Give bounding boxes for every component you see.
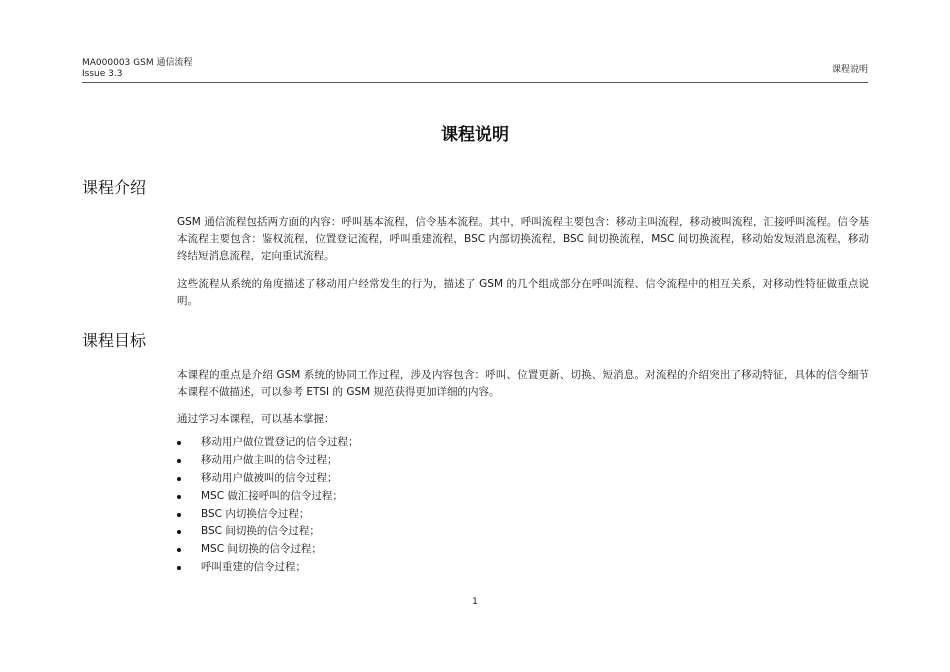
bullet-icon <box>177 566 181 570</box>
list-item <box>177 488 869 506</box>
bullet-icon <box>177 477 181 481</box>
list-item-text: 呼叫重建的信令过程； <box>201 561 306 574</box>
list-item <box>177 506 869 524</box>
bullet-icon <box>177 513 181 517</box>
page-header <box>82 58 868 83</box>
goals-bullet-list <box>177 434 869 577</box>
list-item <box>177 470 869 488</box>
bullet-icon <box>177 530 181 534</box>
page-title: 课程说明 <box>441 125 509 145</box>
page-number: 1 <box>472 597 478 607</box>
bullet-icon <box>177 495 181 499</box>
list-item-text: MSC 间切换的信令过程； <box>201 543 322 556</box>
header-doc-info <box>82 58 192 80</box>
section-heading-intro: 课程介绍 <box>82 178 147 197</box>
list-item-text: 移动用户做主叫的信令过程； <box>201 453 338 466</box>
list-item-text: 移动用户做被叫的信令过程； <box>201 471 338 484</box>
header-doc-id: MA000003 GSM 通信流程 <box>82 58 193 68</box>
list-item <box>177 434 869 452</box>
goals-paragraph-2: 通过学习本课程，可以基本掌握： <box>177 413 335 425</box>
intro-paragraph-1: GSM 通信流程包括两方面的内容：呼叫基本流程，信令基本流程。其中，呼叫流程主要包含：移动主叫流程，移动被叫流程，汇接呼叫流程。信令基本流程主要包含：鉴权流程，位置登记流程，呼叫重建流程，BSC 内部切换流程，BSC 间切换流程，MSC 间切换流程，移动始发短消息流程，移动终结短消息流程，定向重试流程。 <box>177 216 869 262</box>
list-item-text: BSC 间切换的信令过程； <box>201 525 320 538</box>
list-item-text: MSC 做汇接呼叫的信令过程； <box>201 489 343 502</box>
list-item-text: BSC 内切换信令过程； <box>201 507 310 520</box>
list-item <box>177 523 869 541</box>
goals-paragraph-1: 本课程的重点是介绍 GSM 系统的协同工作过程，涉及内容包含：呼叫、位置更新、切换、短消息。对流程的介绍突出了移动特征，具体的信令细节本课程不做描述，可以参考 ETSI 的 GSM 规范获得更加详细的内容。 <box>177 369 869 398</box>
bullet-icon <box>177 441 181 445</box>
list-item <box>177 541 869 559</box>
list-item <box>177 452 869 470</box>
header-section-label: 课程说明 <box>831 65 868 75</box>
header-issue: Issue 3.3 <box>82 69 123 79</box>
intro-paragraph-2: 这些流程从系统的角度描述了移动用户经常发生的行为，描述了 GSM 的几个组成部分在呼叫流程、信令流程中的相互关系，对移动性特征做重点说明。 <box>177 278 869 307</box>
list-item-text: 移动用户做位置登记的信令过程； <box>201 436 359 448</box>
bullet-icon <box>177 459 181 463</box>
list-item <box>177 559 869 577</box>
bullet-icon <box>177 548 181 552</box>
section-heading-goals: 课程目标 <box>82 331 147 350</box>
